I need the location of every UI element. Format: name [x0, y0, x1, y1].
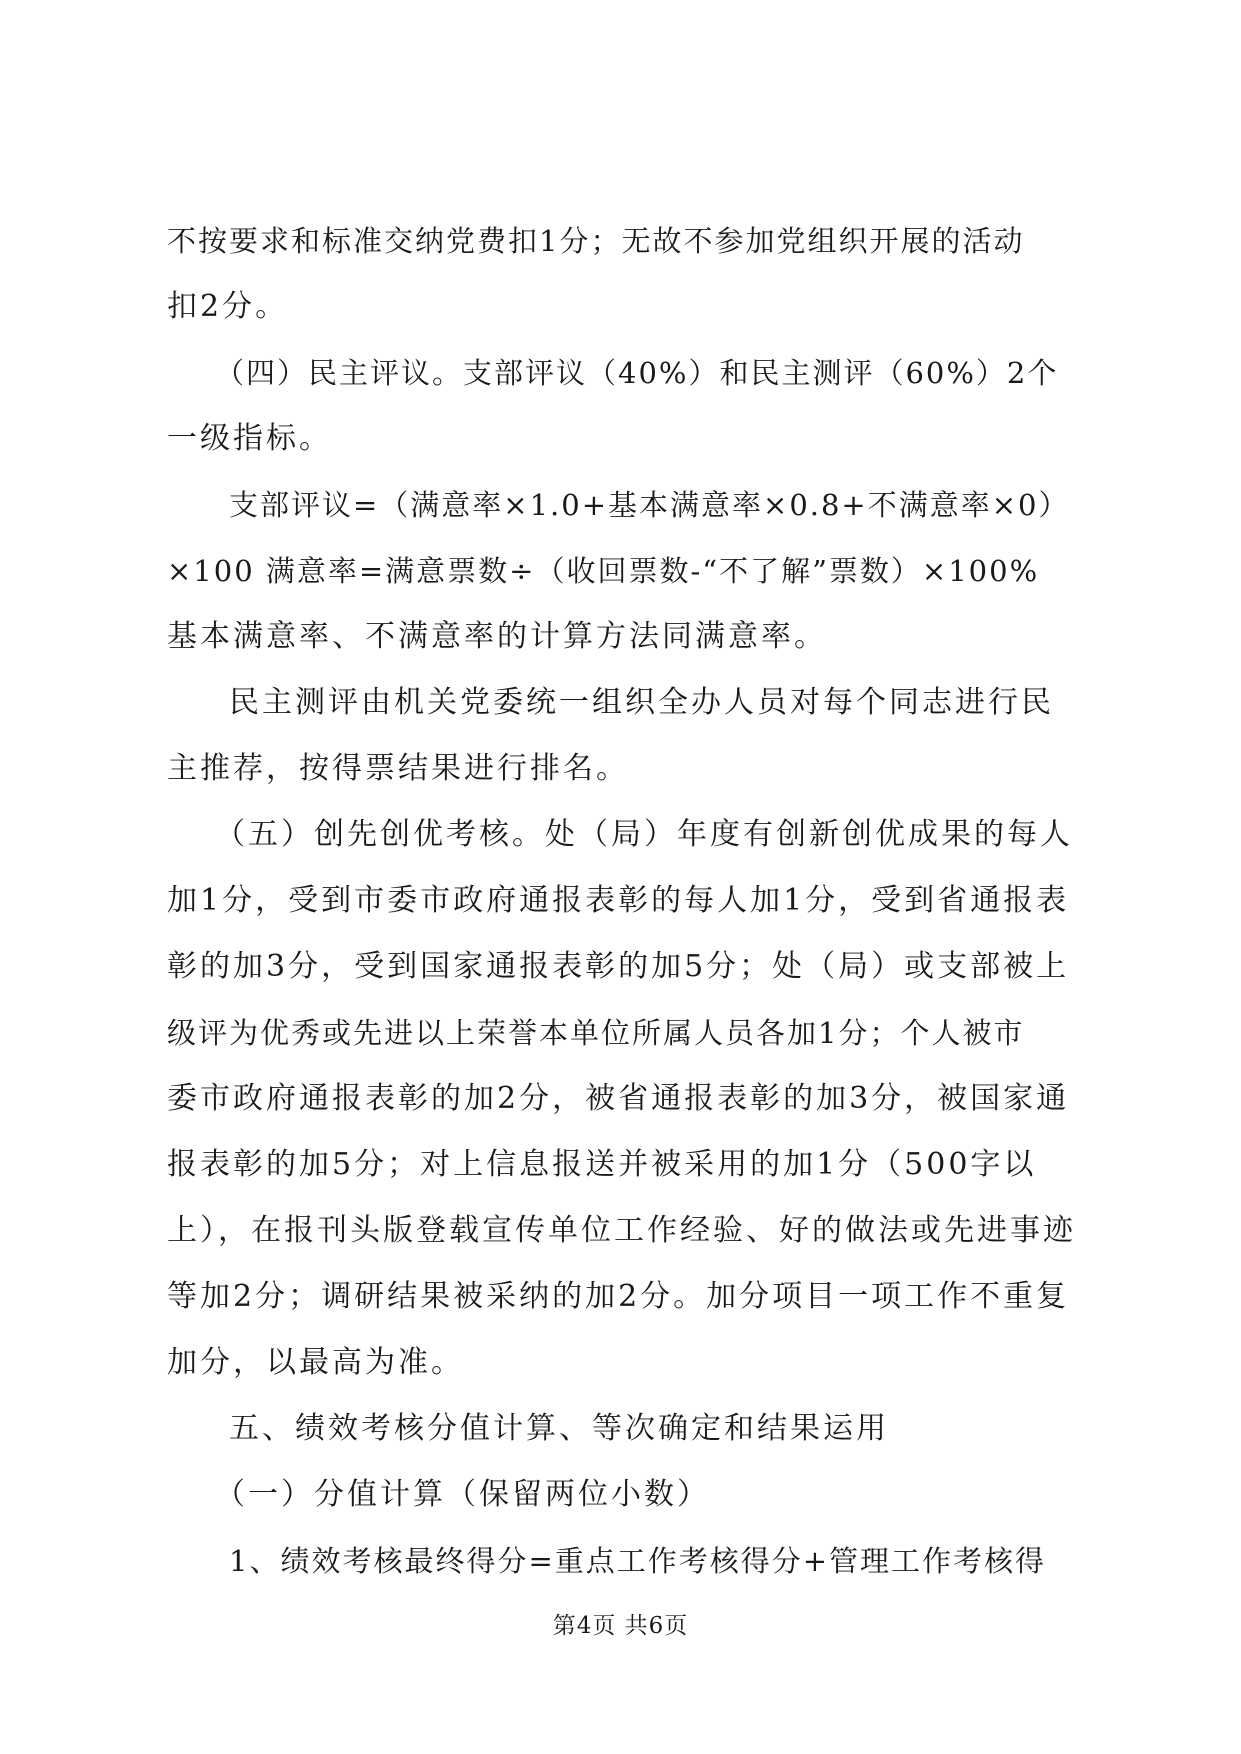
page-footer: 第4页 共6页 — [552, 1613, 689, 1639]
paragraph-line: 基本满意率、不满意率的计算方法同满意率。 — [167, 619, 827, 654]
paragraph-line: 报表彰的加5分；对上信息报送并被采用的加1分（500字以 — [167, 1147, 1037, 1182]
section-heading-line: （四）民主评议。支部评议（40%）和民主测评（60%）2个 — [215, 356, 1059, 390]
section-heading-line: 五、绩效考核分值计算、等次确定和结果运用 — [229, 1411, 889, 1446]
paragraph-line: 加1分，受到市委市政府通报表彰的每人加1分，受到省通报表 — [167, 883, 1070, 918]
section-heading-line: （五）创先创优考核。处（局）年度有创新创优成果的每人 — [215, 817, 1073, 852]
paragraph-line: 主推荐，按得票结果进行排名。 — [167, 751, 629, 786]
formula-line: ×100 满意率=满意票数÷（收回票数-“不了解”票数）×100% — [167, 554, 1040, 588]
subsection-heading-line: （一）分值计算（保留两位小数） — [215, 1477, 710, 1512]
paragraph-line: 不按要求和标准交纳党费扣1分；无故不参加党组织开展的活动 — [167, 224, 1025, 258]
paragraph-line: 加分，以最高为准。 — [167, 1345, 464, 1380]
paragraph-line: 扣2分。 — [167, 289, 289, 324]
paragraph-line: 一级指标。 — [167, 421, 332, 456]
paragraph-line: 上），在报刊头版登载宣传单位工作经验、好的做法或先进事迹 — [167, 1213, 1076, 1248]
paragraph-line: 等加2分；调研结果被采纳的加2分。加分项目一项工作不重复 — [167, 1279, 1070, 1314]
paragraph-line: 级评为优秀或先进以上荣誉本单位所属人员各加1分；个人被市 — [167, 1016, 1025, 1050]
document-body — [167, 225, 1079, 1611]
paragraph-line: 1、绩效考核最终得分=重点工作考核得分+管理工作考核得 — [229, 1544, 1047, 1578]
formula-line: 支部评议=（满意率×1.0+基本满意率×0.8+不满意率×0） — [229, 488, 1070, 522]
paragraph-line: 彰的加3分，受到国家通报表彰的加5分；处（局）或支部被上 — [167, 949, 1070, 984]
paragraph-line: 民主测评由机关党委统一组织全办人员对每个同志进行民 — [229, 685, 1054, 720]
paragraph-line: 委市政府通报表彰的加2分，被省通报表彰的加3分，被国家通 — [167, 1081, 1070, 1116]
